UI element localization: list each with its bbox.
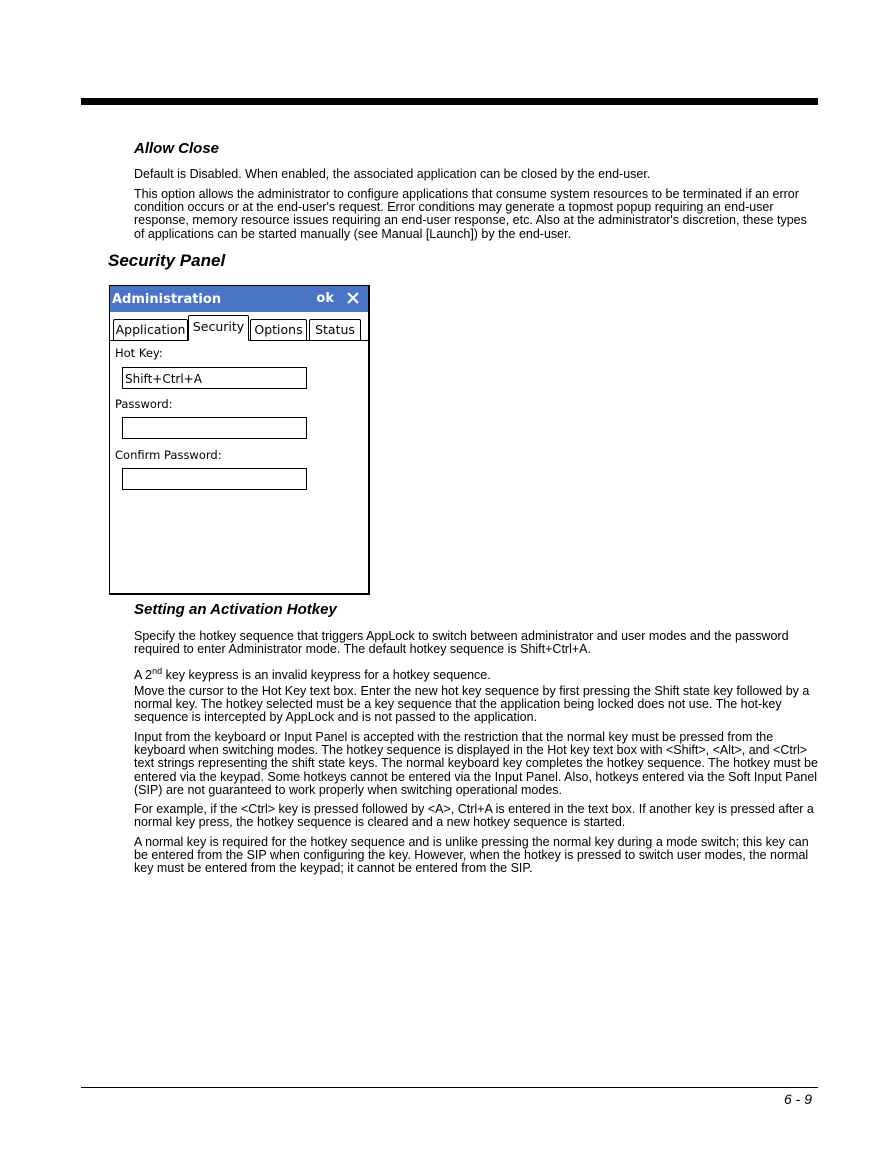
hotkey-move-cursor-text: Move the cursor to the Hot Key text box. Enter the new hot key sequence by first pressing the Shift state key followed by a normal key. The hotkey selected must be a key sequence that the application being locked does not use. The hot-key sequence is intercepted by AppLock and is not passed to the application.	[134, 684, 810, 725]
ok-button[interactable]: ok	[316, 291, 334, 306]
confirm-password-label: Confirm Password:	[115, 448, 222, 462]
hotkey-normal-key-text: A normal key is required for the hotkey sequence and is unlike pressing the normal key during a mode switch; this key can be entered from the SIP when configuring the key. However, when the hotkey is pressed to switch user modes, the normal key must be entered from the keypad; it cannot be entered from the SIP.	[134, 835, 809, 876]
confirm-password-field[interactable]	[122, 468, 307, 490]
header-rule	[81, 98, 818, 105]
hotkey-example-text: For example, if the <Ctrl> key is pressed followed by <A>, Ctrl+A is entered in the text box. If another key is pressed after a normal key press, the hotkey sequence is cleared and a new hotkey sequence is started.	[134, 802, 814, 830]
second-key-note-sup: nd	[152, 666, 163, 676]
hot-key-field[interactable]: Shift+Ctrl+A	[122, 367, 307, 389]
allow-close-description: This option allows the administrator to configure applications that consume system resources to be terminated if an error condition occurs or at the end-user's request. Error conditions may generate a topmost popup requiring an end-user response, memory resource issues requiring an end-user response, etc. Also at the administrator's discretion, these types of applications can be started manually (see Manual [Launch]) by the end-user.	[134, 187, 807, 241]
password-field[interactable]	[122, 417, 307, 439]
allow-close-default-text: Default is Disabled. When enabled, the associated application can be closed by the end-user.	[134, 167, 651, 181]
security-panel-heading: Security Panel	[108, 251, 226, 270]
tab-status[interactable]: Status	[309, 319, 361, 341]
password-label: Password:	[115, 397, 173, 411]
tab-bar	[110, 315, 368, 341]
hot-key-label: Hot Key:	[115, 346, 163, 360]
hotkey-input-text: Input from the keyboard or Input Panel is accepted with the restriction that the normal key must be pressed from the keyboard when switching modes. The hotkey sequence is displayed in the Hot key text box with <Shift>, <Alt>, and <Ctrl> text strings representing the shift state keys. The normal keyboard key completes the hotkey sequence. The hotkey must be entered via the keypad. Some hotkeys cannot be entered via the Input Panel. Also, hotkeys entered via the Soft Input Panel (SIP) are not guaranteed to work properly when switching operational modes.	[134, 730, 818, 797]
second-key-note-pre: A 2	[134, 668, 153, 683]
second-key-note-post: key keypress is an invalid keypress for a hotkey sequence.	[162, 668, 491, 683]
tab-options[interactable]: Options	[250, 319, 307, 341]
allow-close-heading: Allow Close	[134, 140, 220, 157]
page-number: 6 - 9	[783, 1091, 812, 1107]
second-key-note	[134, 665, 818, 682]
window-title: Administration	[112, 291, 222, 307]
administration-window	[109, 285, 370, 595]
activation-hotkey-heading: Setting an Activation Hotkey	[134, 601, 337, 618]
footer-rule	[81, 1087, 818, 1088]
tab-application[interactable]: Application	[113, 319, 188, 341]
window-titlebar	[110, 286, 368, 312]
hotkey-intro-text: Specify the hotkey sequence that triggers AppLock to switch between administrator and user modes and the password required to enter Administrator mode. The default hotkey sequence is Shift+Ctrl+A.	[134, 629, 789, 657]
close-icon[interactable]	[346, 290, 360, 306]
tab-security[interactable]: Security	[188, 315, 249, 341]
